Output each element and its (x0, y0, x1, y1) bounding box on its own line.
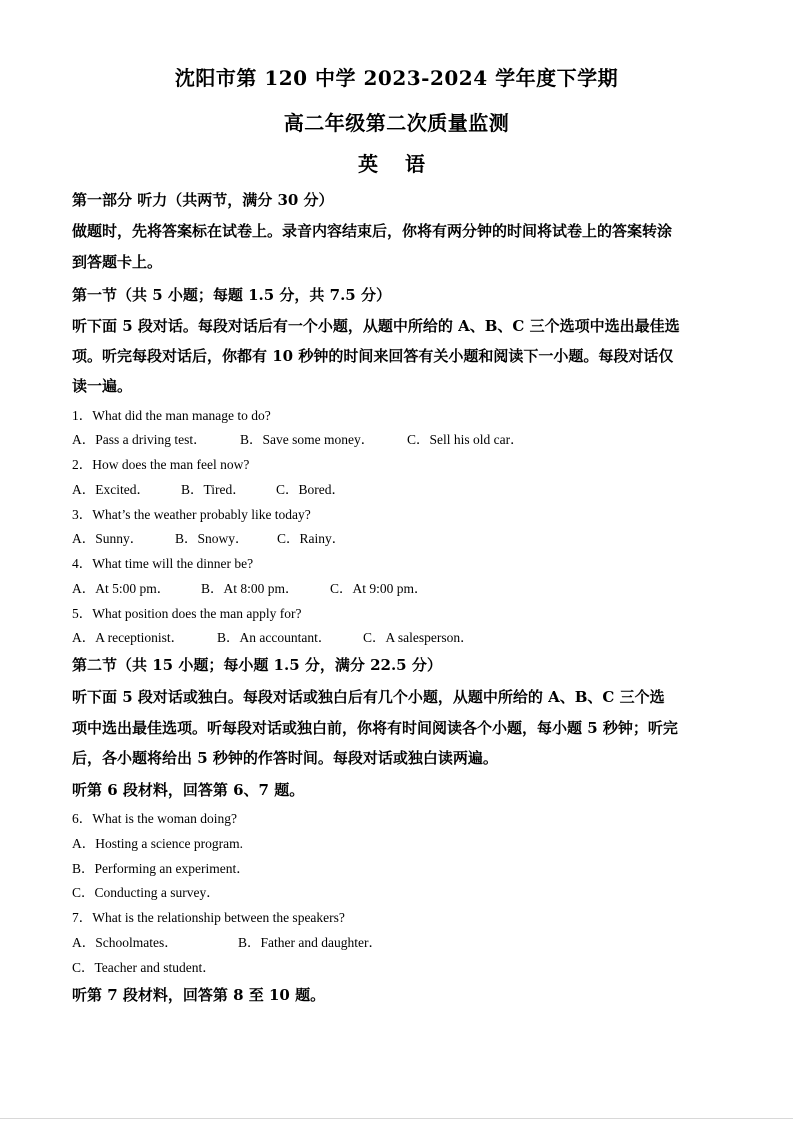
option-c: C．Conducting a survey． (72, 885, 220, 900)
option-a: A．Pass a driving test． (72, 432, 207, 447)
question-options (72, 580, 722, 598)
material-6-heading: 听第 6 段材料，回答第 6、7 题。 (72, 781, 305, 799)
section2-heading: 第二节（共 15 小题；每小题 1.5 分，满分 22.5 分） (72, 656, 442, 674)
question-stem: 7．What is the relationship between the speakers? (72, 910, 345, 925)
question-stem: 3．What’s the weather probably like today? (72, 507, 311, 522)
question-options (72, 934, 722, 952)
part1-instruction-line: 做题时，先将答案标在试卷上。录音内容结束后，你将有两分钟的时间将试卷上的答案转涂 (72, 222, 673, 240)
option-c: C．Bored． (276, 482, 345, 497)
question-stem: 4．What time will the dinner be? (72, 556, 254, 571)
section2-instruction-line: 后，各小题将给出 5 秒钟的作答时间。每段对话或独白读两遍。 (72, 749, 498, 767)
section2-instruction-line: 项中选出最佳选项。听每段对话或独白前，你将有时间阅读各个小题，每小题 5 秒钟；听完 (72, 719, 678, 737)
option-a: A．At 5:00 pm． (72, 581, 171, 596)
subject-title: 英 语 (358, 152, 435, 176)
option-c: C．Sell his old car． (407, 432, 524, 447)
page-bottom-rule (0, 1118, 793, 1119)
option-c: C．At 9:00 pm． (330, 581, 428, 596)
option-a: A．A receptionist． (72, 630, 185, 645)
option-b: B．Father and daughter． (238, 935, 382, 950)
option-c: C．A salesperson． (363, 630, 474, 645)
option-b: B．Snowy． (175, 531, 249, 546)
question-options (72, 481, 722, 499)
question-stem: 1．What did the man manage to do? (72, 408, 271, 423)
option-b: B．Performing an experiment． (72, 861, 250, 876)
part1-instruction-line: 到答题卡上。 (72, 253, 163, 271)
section1-instruction-line: 项。听完每段对话后，你都有 10 秒钟的时间来回答有关小题和阅读下一小题。每段对话仅 (72, 347, 674, 365)
option-a: A．Sunny． (72, 531, 144, 546)
school-title: 沈阳市第 120 中学 2023-2024 学年度下学期 (174, 66, 619, 90)
material-7-heading: 听第 7 段材料，回答第 8 至 10 题。 (72, 986, 326, 1004)
question-options (72, 530, 722, 548)
section1-instruction-line: 读一遍。 (72, 377, 133, 395)
section1-heading: 第一节（共 5 小题；每题 1.5 分，共 7.5 分） (72, 286, 391, 304)
question-stem: 6．What is the woman doing? (72, 811, 237, 826)
option-b: B．Save some money． (240, 432, 375, 447)
question-stem: 2．How does the man feel now? (72, 457, 250, 472)
option-b: B．At 8:00 pm． (201, 581, 299, 596)
option-b: B．An accountant． (217, 630, 332, 645)
section2-instruction-line: 听下面 5 段对话或独白。每段对话或独白后有几个小题，从题中所给的 A、B、C 三个选 (72, 688, 665, 706)
option-b: B．Tired． (181, 482, 246, 497)
question-options (72, 629, 722, 647)
exam-title: 高二年级第二次质量监测 (283, 111, 510, 135)
section1-instruction-line: 听下面 5 段对话。每段对话后有一个小题，从题中所给的 A、B、C 三个选项中选出最佳选 (72, 317, 680, 335)
part1-heading: 第一部分 听力（共两节，满分 30 分） (72, 191, 334, 209)
option-a: A．Excited． (72, 482, 150, 497)
option-a: A．Schoolmates． (72, 935, 178, 950)
option-a: A．Hosting a science program. (72, 836, 243, 851)
option-c: C．Teacher and student． (72, 960, 216, 975)
question-options (72, 431, 722, 449)
option-c: C．Rainy． (277, 531, 346, 546)
question-stem: 5．What position does the man apply for? (72, 606, 302, 621)
